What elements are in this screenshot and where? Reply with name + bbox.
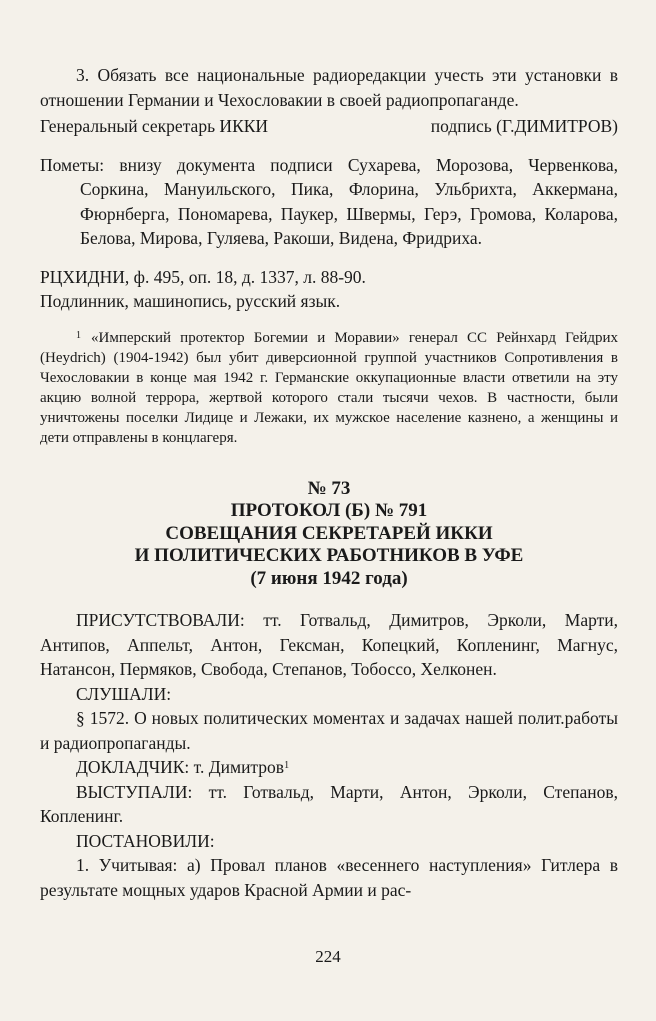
marks-paragraph: Пометы: внизу документа подписи Сухарева, Морозова, Червенкова, Соркина, Мануильского, Пика, Флорина, Ульбрихта, Аккермана, Фюрнберга, Пономарева, Паукер, Швермы, Герэ, Громова, Коларова, Белова, Мирова, Гуляева, Ракоши, Видена, Фридриха. (40, 154, 618, 248)
spoke-paragraph: ВЫСТУПАЛИ: тт. Готвальд, Марти, Антон, Эрколи, Степанов, Копленинг. (40, 781, 618, 826)
footnote-text: «Имперский протектор Богемии и Моравии» генерал СС Рейнхард Гейдрих (Heydrich) (1904-1942) был убит диверсионной группой участников Сопротивления в Чехословакии в конце мая 1942 г. Германские оккупационные власти ответили на эту акцию волной террора, жертвой которого стали тысячи чехов. В частности, были уничтожены поселки Лидице и Лежаки, их мужское население казнено, а женщины и дети отправлены в концлагеря. (40, 329, 618, 446)
resolved-label: ПОСТАНОВИЛИ: (76, 830, 215, 851)
footnote (40, 328, 618, 448)
document-heading (40, 478, 618, 591)
footnote-number: 1 (76, 329, 81, 341)
resolved-item-1: 1. Учитывая: а) Провал планов «весеннего наступления» Гитлера в результате мощных ударов Красной Армии и рас- (40, 855, 618, 900)
signature-name: подпись (Г.ДИМИТРОВ) (430, 116, 618, 136)
heard-paragraph: § 1572. О новых политических моментах и задачах нашей полит.работы и радиопропаганды. (40, 708, 618, 753)
paragraph-3: 3. Обязать все национальные радиоредакции учесть эти установки в отношении Германии и Чехословакии в своей радиопропаганде. (40, 65, 618, 110)
speaker-line (40, 755, 618, 780)
meeting-title-line-1: СОВЕЩАНИЯ СЕКРЕТАРЕЙ ИККИ (165, 522, 493, 544)
archive-reference: РЦХИДНИ, ф. 495, оп. 18, д. 1337, л. 88-90. (40, 266, 366, 287)
document-number: № 73 (307, 477, 351, 499)
original-note: Подлинник, машинопись, русский язык. (40, 291, 341, 311)
page-number: 224 (315, 947, 341, 966)
protocol-title: ПРОТОКОЛ (Б) № 791 (230, 500, 428, 521)
present-paragraph: ПРИСУТСТВОВАЛИ: тт. Готвальд, Димитров, Эрколи, Марти, Антипов, Аппельт, Антон, Гексман, Копецкий, Копленинг, Магнус, Натансон, Пермяков, Свобода, Степанов, Тобоссо, Хелконен. (40, 610, 618, 679)
speaker-text: ДОКЛАДЧИК: т. Димитров (76, 757, 285, 777)
document-page (40, 0, 618, 902)
speaker-footnote-ref: 1 (284, 760, 290, 771)
signature-title: Генеральный секретарь ИККИ (40, 116, 269, 136)
heard-label: СЛУШАЛИ: (76, 683, 172, 704)
meeting-date: (7 июня 1942 года) (250, 567, 408, 589)
signature-line (40, 114, 618, 139)
meeting-title-line-2: И ПОЛИТИЧЕСКИХ РАБОТНИКОВ В УФЕ (134, 545, 524, 566)
